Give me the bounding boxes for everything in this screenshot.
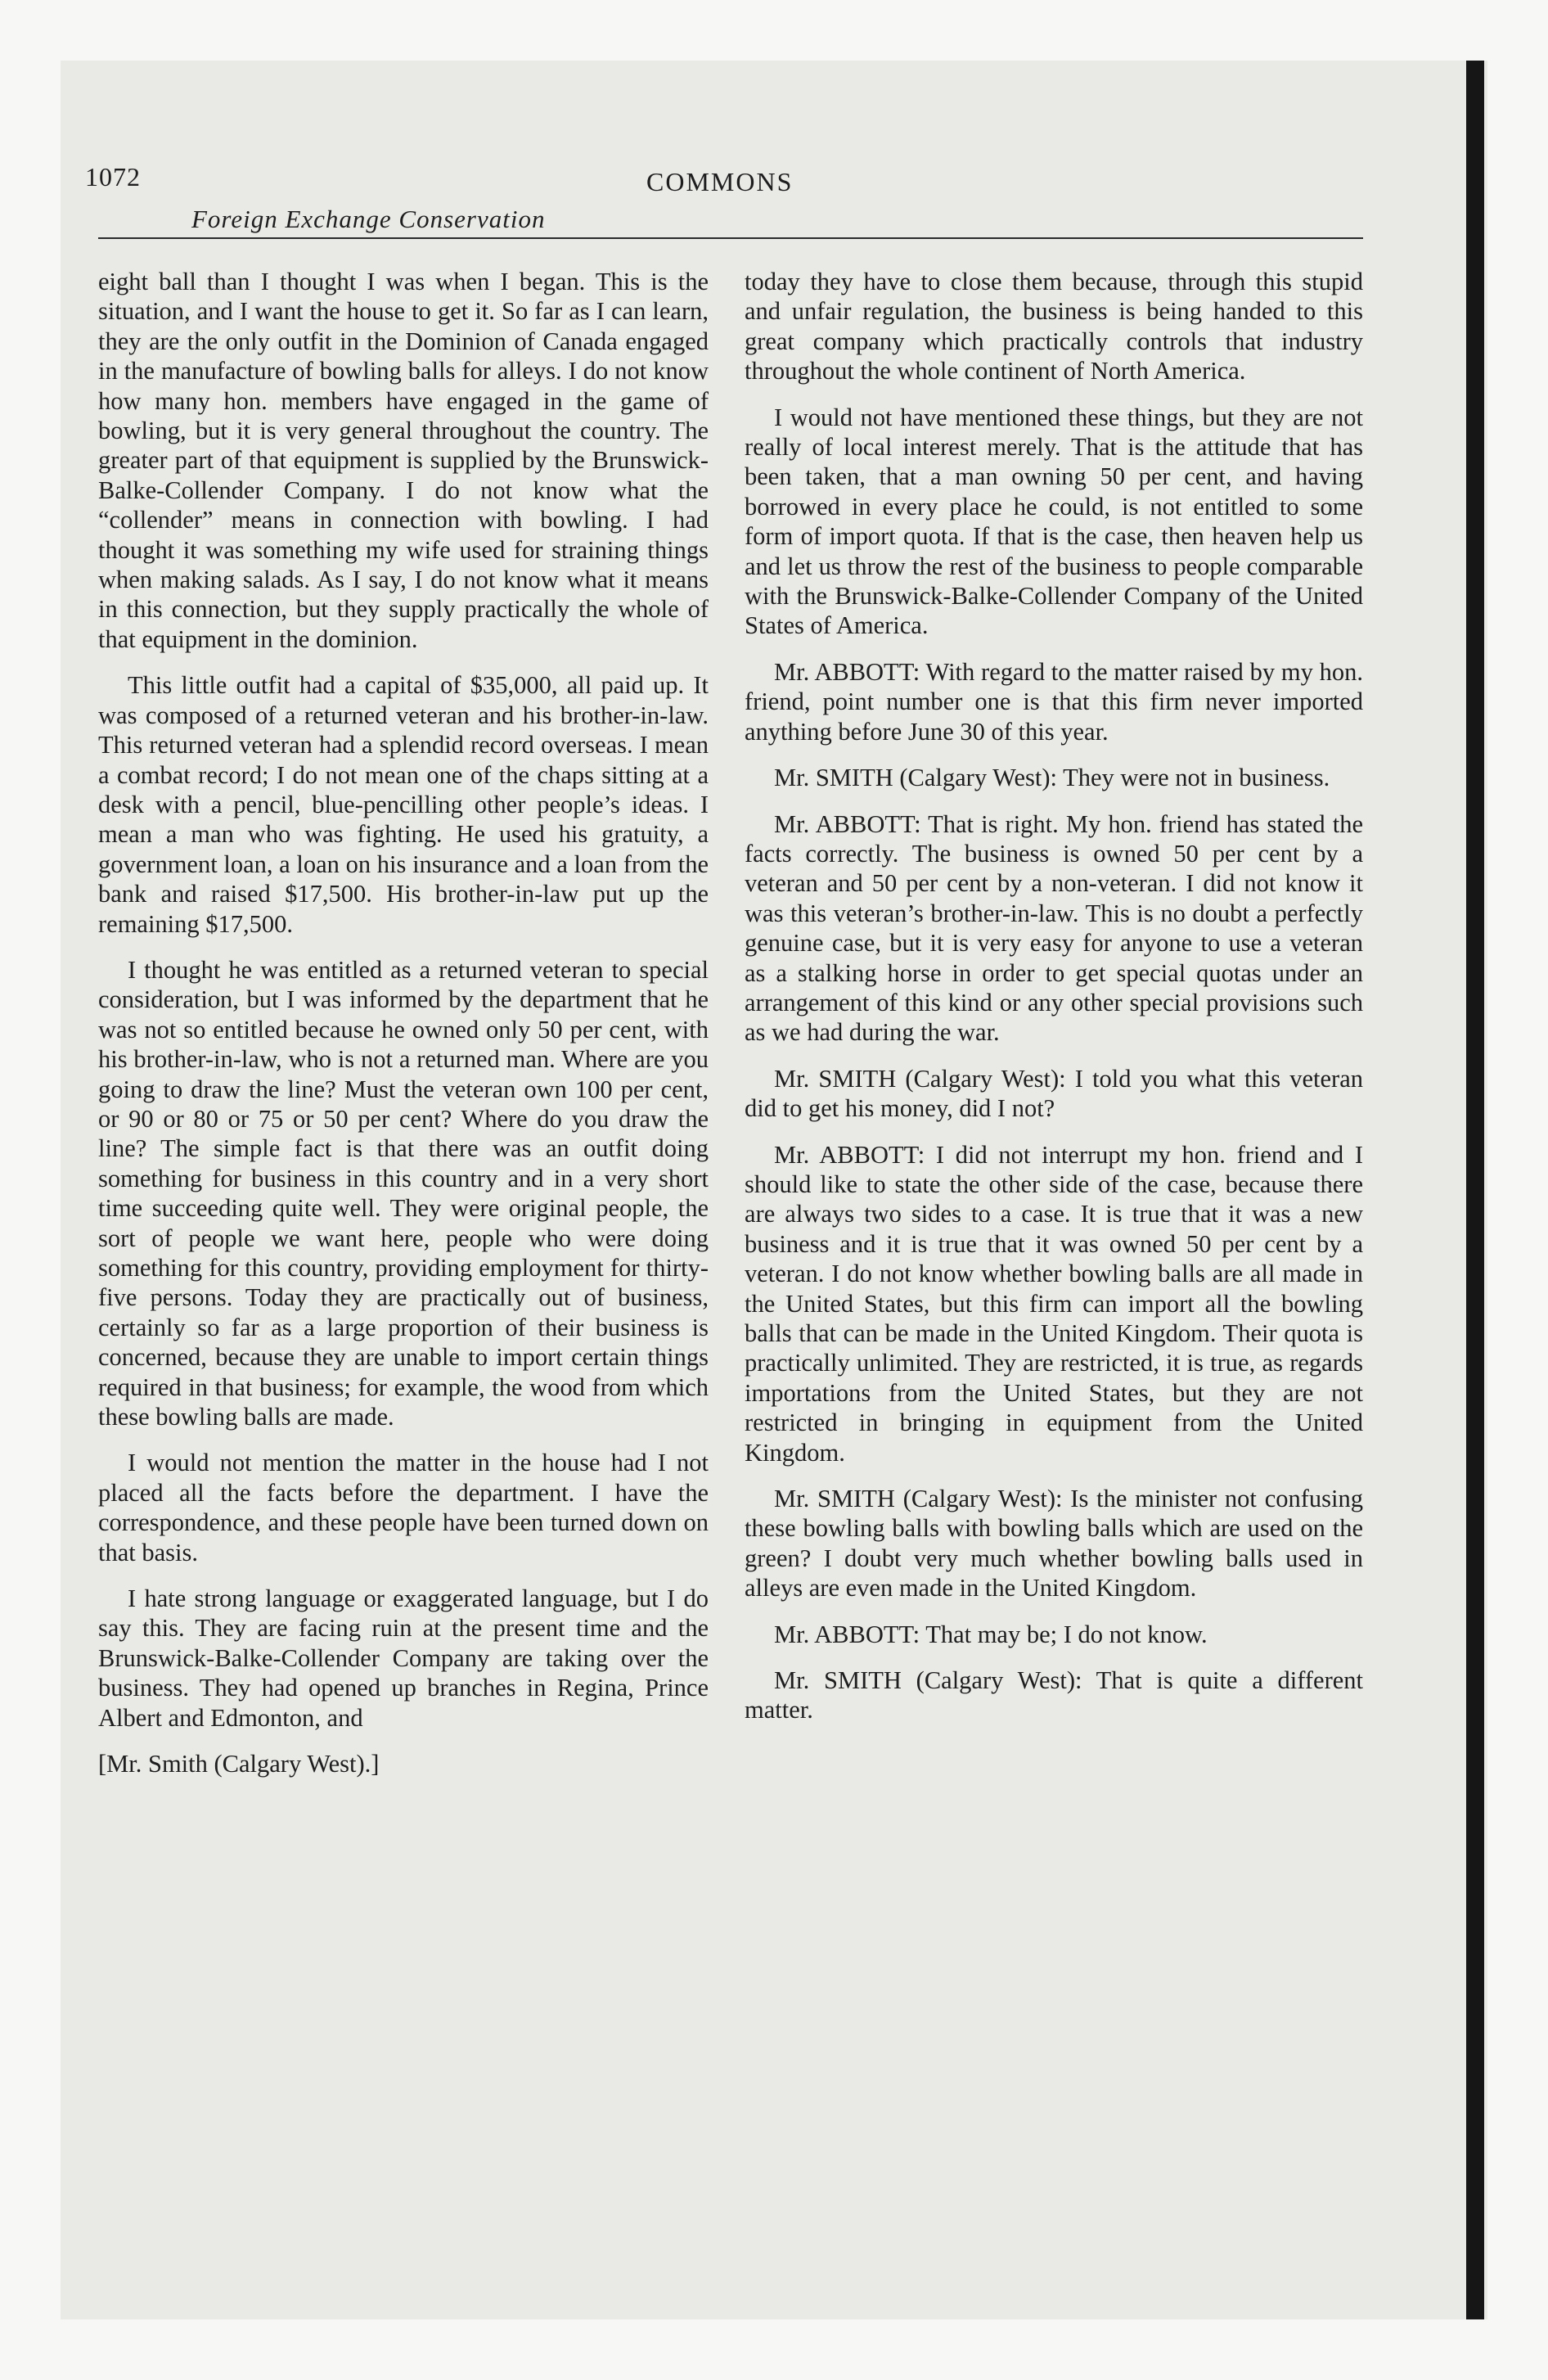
paragraph: Mr. ABBOTT: That may be; I do not know. <box>774 1620 1208 1648</box>
paragraph: Mr. SMITH (Calgary West): I told you what this veteran did to get his money, did I not? <box>745 1064 1363 1123</box>
paragraph: eight ball than I thought I was when I began. This is the situation, and I want the house to get it. So far as I can learn, they are the only outfit in the Dominion of Canada engaged in the manufacture of bowling balls for alleys. I do not know how many hon. members have engaged in the game of bowling, but it is very general throughout the country. The greater part of that equipment is supplied by the Brunswick-Balke-Collender Company. I do not know what the “collender” means in connection with bowling. I had thought it was something my wife used for straining things when making salads. As I say, I do not know what it means in this connection, but they supply practically the whole of that equipment in the dominion. <box>98 268 709 653</box>
paragraph: Mr. ABBOTT: That is right. My hon. friend has stated the facts correctly. The business is owned 50 per cent by a veteran and 50 per cent by a non-veteran. I did not know it was this veteran’s brother-in-law. This is no doubt a perfectly genuine case, but it is very easy for anyone to use a veteran as a stalking horse in order to get special quotas under an arrangement of this kind or any other special provisions such as we had during the war. <box>745 809 1363 1047</box>
paragraph: Mr. ABBOTT: I did not interrupt my hon. friend and I should like to state the other side of the case, because there are always two sides to a case. It is true that it was a new business and it is true that it was owned 50 per cent by a veteran. I do not know whether bowling balls are all made in the United States, but this firm can import all the bowling balls that can be made in the United Kingdom. Their quota is practically unlimited. They are restricted, it is true, as regards importations from the United States, but they are not restricted in bringing in equipment from the United Kingdom. <box>745 1140 1363 1467</box>
paragraph: I would not have mentioned these things, but they are not really of local interest merely. That is the attitude that has been taken, that a man owning 50 per cent, and having borrowed in every place he could, is not entitled to some form of import quota. If that is the case, then heaven help us and let us throw the rest of the business to people comparable with the Brunswick-Balke-Collender Company of the United States of America. <box>745 403 1363 640</box>
speaker-attribution: [Mr. Smith (Calgary West).] <box>98 1750 380 1778</box>
paragraph: Mr. SMITH (Calgary West): Is the minister not confusing these bowling balls with bowling balls which are used on the green? I doubt very much whether bowling balls used in alleys are even made in the United Kingdom. <box>745 1485 1363 1602</box>
right-column <box>745 267 1363 1742</box>
paragraph: today they have to close them because, through this stupid and unfair regulation, the business is being handed to this great company which practically controls that industry throughout the whole continent of North America. <box>745 268 1363 385</box>
paragraph: Mr. SMITH (Calgary West): They were not in business. <box>774 764 1330 792</box>
section-title: Foreign Exchange Conservation <box>191 205 546 233</box>
paragraph: I hate strong language or exaggerated language, but I do say this. They are facing ruin at the present time and the Brunswick-Balke-Collender Company are taking over the business. They had opened up branches in Regina, Prince Albert and Edmonton, and <box>98 1584 709 1732</box>
left-column <box>98 267 709 1796</box>
running-head: COMMONS <box>646 167 794 196</box>
paragraph: Mr. ABBOTT: With regard to the matter raised by my hon. friend, point number one is that this firm never imported anything before June 30 of this year. <box>745 657 1363 746</box>
paragraph: I would not mention the matter in the house had I not placed all the facts before the department. I have the correspondence, and these people have been turned down on that basis. <box>98 1449 709 1566</box>
paragraph: Mr. SMITH (Calgary West): That is quite a different matter. <box>745 1666 1363 1724</box>
paragraph: I thought he was entitled as a returned veteran to special consideration, but I was informed by the department that he was not so entitled because he owned only 50 per cent, with his brother-in-law, who is not a returned man. Where are you going to draw the line? Must the veteran own 100 per cent, or 90 or 80 or 75 or 50 per cent? Where do you draw the line? The simple fact is that there was an outfit doing something for business in this country and in a very short time succeeding quite well. They were original people, the sort of people we want here, people who were doing something for this country, providing employment for thirty-five persons. Today they are practically out of business, certainly so far as a large proportion of their business is concerned, because they are unable to import certain things required in that business; for example, the wood from which these bowling balls are made. <box>98 955 709 1431</box>
scan-edge-bar <box>1466 61 1484 2319</box>
page-number: 1072 <box>85 162 141 192</box>
paragraph: This little outfit had a capital of $35,000, all paid up. It was composed of a returned veteran and his brother-in-law. This returned veteran had a splendid record overseas. I mean a combat record; I do not mean one of the chaps sitting at a desk with a pencil, blue-pencilling other people’s ideas. I mean a man who was fighting. He used his gratuity, a government loan, a loan on his insurance and a loan from the bank and raised $17,500. His brother-in-law put up the remaining $17,500. <box>98 671 709 938</box>
header-rule <box>98 237 1363 239</box>
